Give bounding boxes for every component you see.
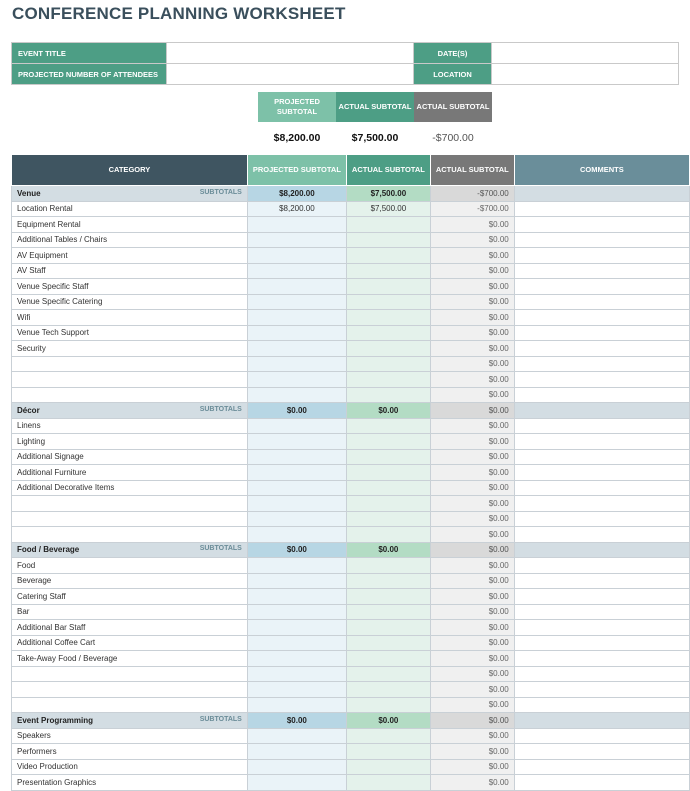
item-cell[interactable]: Lighting <box>12 434 248 450</box>
event-info-table <box>11 42 679 85</box>
under-cell: $0.00 <box>430 356 514 372</box>
location-input[interactable] <box>492 64 679 85</box>
under-cell: $0.00 <box>430 263 514 279</box>
budget-table <box>11 154 690 791</box>
table-row <box>12 434 690 450</box>
section-projected-subtotal: $0.00 <box>247 403 346 419</box>
actual-cell[interactable] <box>346 449 430 465</box>
table-row <box>12 589 690 605</box>
under-cell: $0.00 <box>430 511 514 527</box>
table-row <box>12 480 690 496</box>
item-cell[interactable]: Presentation Graphics <box>12 775 248 791</box>
comment-cell[interactable] <box>514 589 689 605</box>
table-row <box>12 651 690 667</box>
projected-cell[interactable] <box>247 248 346 264</box>
actual-cell[interactable] <box>346 573 430 589</box>
projected-cell[interactable] <box>247 310 346 326</box>
actual-cell[interactable] <box>346 232 430 248</box>
comment-cell[interactable] <box>514 651 689 667</box>
item-cell[interactable]: Venue Tech Support <box>12 325 248 341</box>
item-cell[interactable]: Speakers <box>12 728 248 744</box>
under-cell: $0.00 <box>430 697 514 713</box>
table-row <box>12 356 690 372</box>
item-cell[interactable]: AV Equipment <box>12 248 248 264</box>
projected-cell[interactable] <box>247 496 346 512</box>
comment-cell[interactable] <box>514 325 689 341</box>
comment-cell[interactable] <box>514 775 689 791</box>
item-cell[interactable]: Security <box>12 341 248 357</box>
section-subtotal-row <box>12 186 690 202</box>
comment-cell[interactable] <box>514 573 689 589</box>
table-row <box>12 682 690 698</box>
comment-cell[interactable] <box>514 310 689 326</box>
comment-cell[interactable] <box>514 449 689 465</box>
item-cell[interactable]: Additional Tables / Chairs <box>12 232 248 248</box>
table-row <box>12 449 690 465</box>
comment-cell[interactable] <box>514 248 689 264</box>
comment-cell[interactable] <box>514 201 689 217</box>
projected-cell[interactable] <box>247 217 346 233</box>
comment-cell[interactable] <box>514 217 689 233</box>
projected-cell[interactable] <box>247 372 346 388</box>
table-row <box>12 744 690 760</box>
section-subtotal-row <box>12 403 690 419</box>
actual-cell[interactable] <box>346 279 430 295</box>
projected-cell[interactable] <box>247 449 346 465</box>
table-header-row <box>12 155 690 186</box>
actual-cell[interactable] <box>346 682 430 698</box>
under-cell: $0.00 <box>430 232 514 248</box>
under-cell: $0.00 <box>430 465 514 481</box>
summary-projected-value: $8,200.00 <box>273 132 321 144</box>
under-cell: $0.00 <box>430 620 514 636</box>
actual-cell[interactable] <box>346 248 430 264</box>
event-title-input[interactable] <box>167 43 414 64</box>
table-row <box>12 759 690 775</box>
under-cell: $0.00 <box>430 310 514 326</box>
item-cell[interactable]: Wifi <box>12 310 248 326</box>
projected-cell[interactable] <box>247 325 346 341</box>
actual-cell[interactable] <box>346 604 430 620</box>
item-cell[interactable]: Additional Furniture <box>12 465 248 481</box>
section-title: Event Programming <box>17 715 94 725</box>
actual-cell[interactable] <box>346 480 430 496</box>
item-cell[interactable]: Additional Bar Staff <box>12 620 248 636</box>
table-row <box>12 325 690 341</box>
actual-cell[interactable]: $7,500.00 <box>346 201 430 217</box>
projected-cell[interactable] <box>247 387 346 403</box>
table-row <box>12 201 690 217</box>
summary-block <box>258 92 492 154</box>
item-cell[interactable]: Linens <box>12 418 248 434</box>
item-cell[interactable] <box>12 511 248 527</box>
item-cell[interactable]: Food <box>12 558 248 574</box>
table-row <box>12 635 690 651</box>
comment-cell[interactable] <box>514 635 689 651</box>
under-cell: $0.00 <box>430 604 514 620</box>
item-cell[interactable]: Equipment Rental <box>12 217 248 233</box>
projected-cell[interactable] <box>247 573 346 589</box>
section-title: Food / Beverage <box>17 545 80 555</box>
table-row <box>12 279 690 295</box>
section-comment-cell[interactable] <box>514 713 689 729</box>
under-cell: $0.00 <box>430 372 514 388</box>
actual-cell[interactable] <box>346 620 430 636</box>
comment-cell[interactable] <box>514 263 689 279</box>
actual-cell[interactable] <box>346 697 430 713</box>
section-under-subtotal: $0.00 <box>430 542 514 558</box>
subtotals-label: SUBTOTALS <box>199 715 242 723</box>
section-title: Décor <box>17 405 40 415</box>
comment-cell[interactable] <box>514 620 689 636</box>
table-row <box>12 728 690 744</box>
item-cell[interactable]: AV Staff <box>12 263 248 279</box>
table-row <box>12 775 690 791</box>
table-row <box>12 465 690 481</box>
section-under-subtotal: -$700.00 <box>430 186 514 202</box>
under-cell: $0.00 <box>430 744 514 760</box>
table-row <box>12 604 690 620</box>
under-cell: -$700.00 <box>430 201 514 217</box>
comment-cell[interactable] <box>514 341 689 357</box>
table-row <box>12 558 690 574</box>
item-cell[interactable] <box>12 496 248 512</box>
comment-cell[interactable] <box>514 744 689 760</box>
subtotals-label: SUBTOTALS <box>199 188 242 196</box>
actual-cell[interactable] <box>346 759 430 775</box>
comment-cell[interactable] <box>514 496 689 512</box>
comment-cell[interactable] <box>514 294 689 310</box>
under-cell: $0.00 <box>430 775 514 791</box>
actual-cell[interactable] <box>346 744 430 760</box>
summary-projected-label: PROJECTED SUBTOTAL <box>258 92 336 122</box>
actual-cell[interactable] <box>346 651 430 667</box>
projected-cell[interactable] <box>247 589 346 605</box>
comment-cell[interactable] <box>514 387 689 403</box>
table-row <box>12 697 690 713</box>
item-cell[interactable]: Venue Specific Catering <box>12 294 248 310</box>
header-actual-under: ACTUAL SUBTOTAL <box>430 155 514 186</box>
attendees-input[interactable] <box>167 64 414 85</box>
table-row <box>12 666 690 682</box>
table-row <box>12 310 690 326</box>
item-cell[interactable]: Additional Coffee Cart <box>12 635 248 651</box>
item-cell[interactable]: Bar <box>12 604 248 620</box>
under-cell: $0.00 <box>430 682 514 698</box>
under-cell: $0.00 <box>430 589 514 605</box>
section-under-subtotal: $0.00 <box>430 713 514 729</box>
table-row <box>12 232 690 248</box>
dates-label: DATE(S) <box>414 43 492 64</box>
table-row <box>12 263 690 279</box>
projected-cell[interactable] <box>247 279 346 295</box>
actual-cell[interactable] <box>346 217 430 233</box>
header-comments: COMMENTS <box>514 155 689 186</box>
under-cell: $0.00 <box>430 294 514 310</box>
projected-cell[interactable] <box>247 356 346 372</box>
comment-cell[interactable] <box>514 759 689 775</box>
comment-cell[interactable] <box>514 465 689 481</box>
projected-cell[interactable] <box>247 744 346 760</box>
item-cell[interactable]: Beverage <box>12 573 248 589</box>
page-title: CONFERENCE PLANNING WORKSHEET <box>12 4 346 23</box>
table-row <box>12 511 690 527</box>
projected-cell[interactable] <box>247 775 346 791</box>
section-name <box>12 542 248 558</box>
under-cell: $0.00 <box>430 496 514 512</box>
item-cell[interactable] <box>12 682 248 698</box>
under-cell: $0.00 <box>430 728 514 744</box>
comment-cell[interactable] <box>514 527 689 543</box>
actual-cell[interactable] <box>346 558 430 574</box>
comment-cell[interactable] <box>514 434 689 450</box>
item-cell[interactable]: Additional Signage <box>12 449 248 465</box>
projected-cell[interactable] <box>247 465 346 481</box>
item-cell[interactable] <box>12 527 248 543</box>
actual-cell[interactable] <box>346 341 430 357</box>
summary-actual-label: ACTUAL SUBTOTAL <box>336 92 414 122</box>
table-row <box>12 217 690 233</box>
comment-cell[interactable] <box>514 604 689 620</box>
actual-cell[interactable] <box>346 294 430 310</box>
under-cell: $0.00 <box>430 759 514 775</box>
under-cell: $0.00 <box>430 635 514 651</box>
projected-cell[interactable] <box>247 418 346 434</box>
projected-cell[interactable] <box>247 341 346 357</box>
summary-under-value: -$700.00 <box>432 132 474 144</box>
section-comment-cell[interactable] <box>514 542 689 558</box>
actual-cell[interactable] <box>346 263 430 279</box>
under-cell: $0.00 <box>430 449 514 465</box>
under-cell: $0.00 <box>430 418 514 434</box>
projected-cell[interactable] <box>247 480 346 496</box>
projected-cell[interactable] <box>247 604 346 620</box>
under-cell: $0.00 <box>430 527 514 543</box>
item-cell[interactable]: Additional Decorative Items <box>12 480 248 496</box>
table-row <box>12 294 690 310</box>
dates-input[interactable] <box>492 43 679 64</box>
header-category: CATEGORY <box>12 155 248 186</box>
comment-cell[interactable] <box>514 418 689 434</box>
comment-cell[interactable] <box>514 232 689 248</box>
attendees-label: PROJECTED NUMBER OF ATTENDEES <box>12 64 167 85</box>
actual-cell[interactable] <box>346 310 430 326</box>
projected-cell[interactable] <box>247 511 346 527</box>
actual-cell[interactable] <box>346 527 430 543</box>
section-title: Venue <box>17 188 41 198</box>
table-row <box>12 341 690 357</box>
event-title-label: EVENT TITLE <box>12 43 167 64</box>
section-projected-subtotal: $0.00 <box>247 713 346 729</box>
under-cell: $0.00 <box>430 387 514 403</box>
table-row <box>12 418 690 434</box>
section-actual-subtotal: $7,500.00 <box>346 186 430 202</box>
summary-under-label: ACTUAL SUBTOTAL <box>414 92 492 122</box>
section-actual-subtotal: $0.00 <box>346 542 430 558</box>
table-row <box>12 620 690 636</box>
comment-cell[interactable] <box>514 697 689 713</box>
table-row <box>12 387 690 403</box>
item-cell[interactable] <box>12 387 248 403</box>
comment-cell[interactable] <box>514 279 689 295</box>
under-cell: $0.00 <box>430 480 514 496</box>
comment-cell[interactable] <box>514 666 689 682</box>
under-cell: $0.00 <box>430 341 514 357</box>
projected-cell[interactable] <box>247 558 346 574</box>
header-actual: ACTUAL SUBTOTAL <box>346 155 430 186</box>
actual-cell[interactable] <box>346 356 430 372</box>
item-cell[interactable] <box>12 666 248 682</box>
under-cell: $0.00 <box>430 651 514 667</box>
item-cell[interactable] <box>12 356 248 372</box>
section-name <box>12 186 248 202</box>
table-row <box>12 527 690 543</box>
section-comment-cell[interactable] <box>514 403 689 419</box>
location-label: LOCATION <box>414 64 492 85</box>
item-cell[interactable]: Take-Away Food / Beverage <box>12 651 248 667</box>
summary-actual-value: $7,500.00 <box>351 132 399 144</box>
actual-cell[interactable] <box>346 589 430 605</box>
section-name <box>12 713 248 729</box>
section-projected-subtotal: $8,200.00 <box>247 186 346 202</box>
actual-cell[interactable] <box>346 496 430 512</box>
section-under-subtotal: $0.00 <box>430 403 514 419</box>
comment-cell[interactable] <box>514 558 689 574</box>
section-actual-subtotal: $0.00 <box>346 403 430 419</box>
projected-cell[interactable] <box>247 232 346 248</box>
header-projected: PROJECTED SUBTOTAL <box>247 155 346 186</box>
actual-cell[interactable] <box>346 325 430 341</box>
projected-cell[interactable] <box>247 434 346 450</box>
comment-cell[interactable] <box>514 356 689 372</box>
comment-cell[interactable] <box>514 372 689 388</box>
under-cell: $0.00 <box>430 325 514 341</box>
projected-cell[interactable] <box>247 294 346 310</box>
projected-cell[interactable]: $8,200.00 <box>247 201 346 217</box>
projected-cell[interactable] <box>247 635 346 651</box>
actual-cell[interactable] <box>346 418 430 434</box>
under-cell: $0.00 <box>430 573 514 589</box>
under-cell: $0.00 <box>430 434 514 450</box>
section-actual-subtotal: $0.00 <box>346 713 430 729</box>
actual-cell[interactable] <box>346 635 430 651</box>
item-cell[interactable]: Location Rental <box>12 201 248 217</box>
under-cell: $0.00 <box>430 666 514 682</box>
projected-cell[interactable] <box>247 697 346 713</box>
actual-cell[interactable] <box>346 728 430 744</box>
comment-cell[interactable] <box>514 480 689 496</box>
projected-cell[interactable] <box>247 728 346 744</box>
projected-cell[interactable] <box>247 682 346 698</box>
section-subtotal-row <box>12 542 690 558</box>
table-row <box>12 248 690 264</box>
item-cell[interactable]: Video Production <box>12 759 248 775</box>
item-cell[interactable] <box>12 697 248 713</box>
actual-cell[interactable] <box>346 434 430 450</box>
projected-cell[interactable] <box>247 759 346 775</box>
projected-cell[interactable] <box>247 651 346 667</box>
projected-cell[interactable] <box>247 263 346 279</box>
section-subtotal-row <box>12 713 690 729</box>
comment-cell[interactable] <box>514 682 689 698</box>
comment-cell[interactable] <box>514 728 689 744</box>
item-cell[interactable]: Catering Staff <box>12 589 248 605</box>
under-cell: $0.00 <box>430 279 514 295</box>
actual-cell[interactable] <box>346 465 430 481</box>
item-cell[interactable] <box>12 372 248 388</box>
actual-cell[interactable] <box>346 666 430 682</box>
item-cell[interactable]: Performers <box>12 744 248 760</box>
under-cell: $0.00 <box>430 248 514 264</box>
under-cell: $0.00 <box>430 558 514 574</box>
actual-cell[interactable] <box>346 372 430 388</box>
section-name <box>12 403 248 419</box>
table-row <box>12 496 690 512</box>
projected-cell[interactable] <box>247 666 346 682</box>
actual-cell[interactable] <box>346 511 430 527</box>
under-cell: $0.00 <box>430 217 514 233</box>
projected-cell[interactable] <box>247 527 346 543</box>
table-row <box>12 573 690 589</box>
projected-cell[interactable] <box>247 620 346 636</box>
subtotals-label: SUBTOTALS <box>199 545 242 553</box>
section-projected-subtotal: $0.00 <box>247 542 346 558</box>
item-cell[interactable]: Venue Specific Staff <box>12 279 248 295</box>
subtotals-label: SUBTOTALS <box>199 405 242 413</box>
actual-cell[interactable] <box>346 775 430 791</box>
actual-cell[interactable] <box>346 387 430 403</box>
table-row <box>12 372 690 388</box>
section-comment-cell[interactable] <box>514 186 689 202</box>
comment-cell[interactable] <box>514 511 689 527</box>
